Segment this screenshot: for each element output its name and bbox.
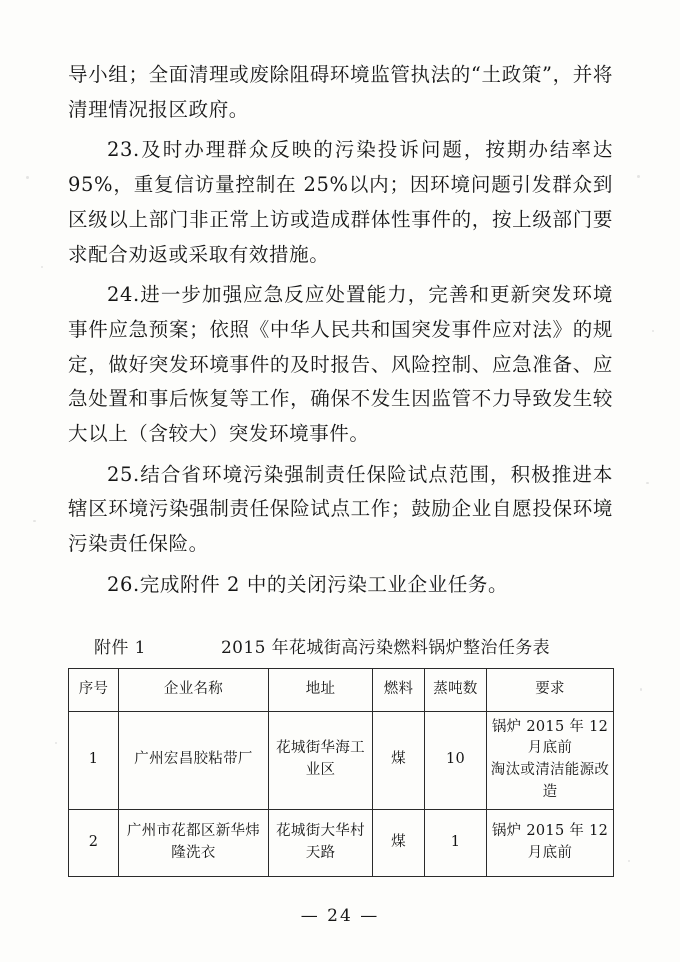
cell-name: 广州宏昌胶粘带厂 <box>119 711 269 809</box>
cell-name: 广州市花都区新华炜隆洗衣 <box>119 809 269 876</box>
paragraph-item-24: 24.进一步加强应急反应处置能力，完善和更新突发环境事件应急预案；依照《中华人民共和国突发事件应对法》的规定，做好突发环境事件的及时报告、风险控制、应急准备、应急处置和事后恢复等工作，确保不发生因监管不力导致发生较大以上（含较大）突发环境事件。 <box>68 283 613 446</box>
scan-speck <box>26 176 29 179</box>
scan-speck <box>33 520 36 522</box>
cell-steam: 1 <box>425 809 487 876</box>
column-header-fuel: 燃料 <box>373 668 425 711</box>
column-header-req: 要求 <box>487 668 614 711</box>
table-header-row <box>69 668 614 711</box>
scan-speck <box>55 742 57 744</box>
column-header-seq: 序号 <box>69 668 119 711</box>
scan-speck <box>637 175 640 178</box>
scan-speck <box>628 860 630 862</box>
page-number: — 24 — <box>300 906 380 926</box>
cell-requirement <box>487 809 614 876</box>
column-header-name: 企业名称 <box>119 668 269 711</box>
cell-fuel: 煤 <box>373 809 425 876</box>
scan-speck <box>41 266 43 268</box>
scan-speck <box>646 482 649 484</box>
table-row <box>69 809 614 876</box>
cell-seq: 1 <box>69 711 119 809</box>
cell-steam: 10 <box>425 711 487 809</box>
table-row <box>69 711 614 809</box>
cell-seq: 2 <box>69 809 119 876</box>
boiler-task-table <box>68 668 614 877</box>
cell-requirement <box>487 711 614 809</box>
cell-address: 花城街大华村天路 <box>269 809 373 876</box>
requirement-line: 锅炉 2015 年 12 月底前 <box>491 822 609 861</box>
paragraph-item-26: 26.完成附件 2 中的关闭污染工业企业任务。 <box>107 572 509 596</box>
scan-speck <box>652 330 654 332</box>
scan-speck <box>640 688 642 691</box>
paragraph-item-25: 25.结合省环境污染强制责任保险试点范围，积极推进本辖区环境污染强制责任保险试点工作；鼓励企业自愿投保环境污染责任保险。 <box>68 462 613 556</box>
attachment-label: 附件 1 <box>94 637 146 658</box>
cell-address: 花城街华海工业区 <box>269 711 373 809</box>
paragraph-item-23: 23.及时办理群众反映的污染投诉问题，按期办结率达95%，重复信访量控制在 25%以内；因环境问题引发群众到区级以上部门非正常上访或造成群体性事件的，按上级部门要求配合劝返或采取有效措施。 <box>68 138 613 266</box>
requirement-line: 淘汰或清洁能源改造 <box>490 762 610 800</box>
requirement-line: 锅炉 2015 年 12 月底前 <box>491 718 609 757</box>
cell-fuel: 煤 <box>373 711 425 809</box>
attachment-header <box>68 633 613 658</box>
column-header-addr: 地址 <box>269 668 373 711</box>
paragraph-continuation: 导小组；全面清理或废除阻碍环境监管执法的“土政策”，并将清理情况报区政府。 <box>68 63 613 121</box>
attachment-title: 2015 年花城街高污染燃料锅炉整治任务表 <box>220 637 551 658</box>
column-header-steam: 蒸吨数 <box>425 668 487 711</box>
document-body <box>68 58 613 877</box>
